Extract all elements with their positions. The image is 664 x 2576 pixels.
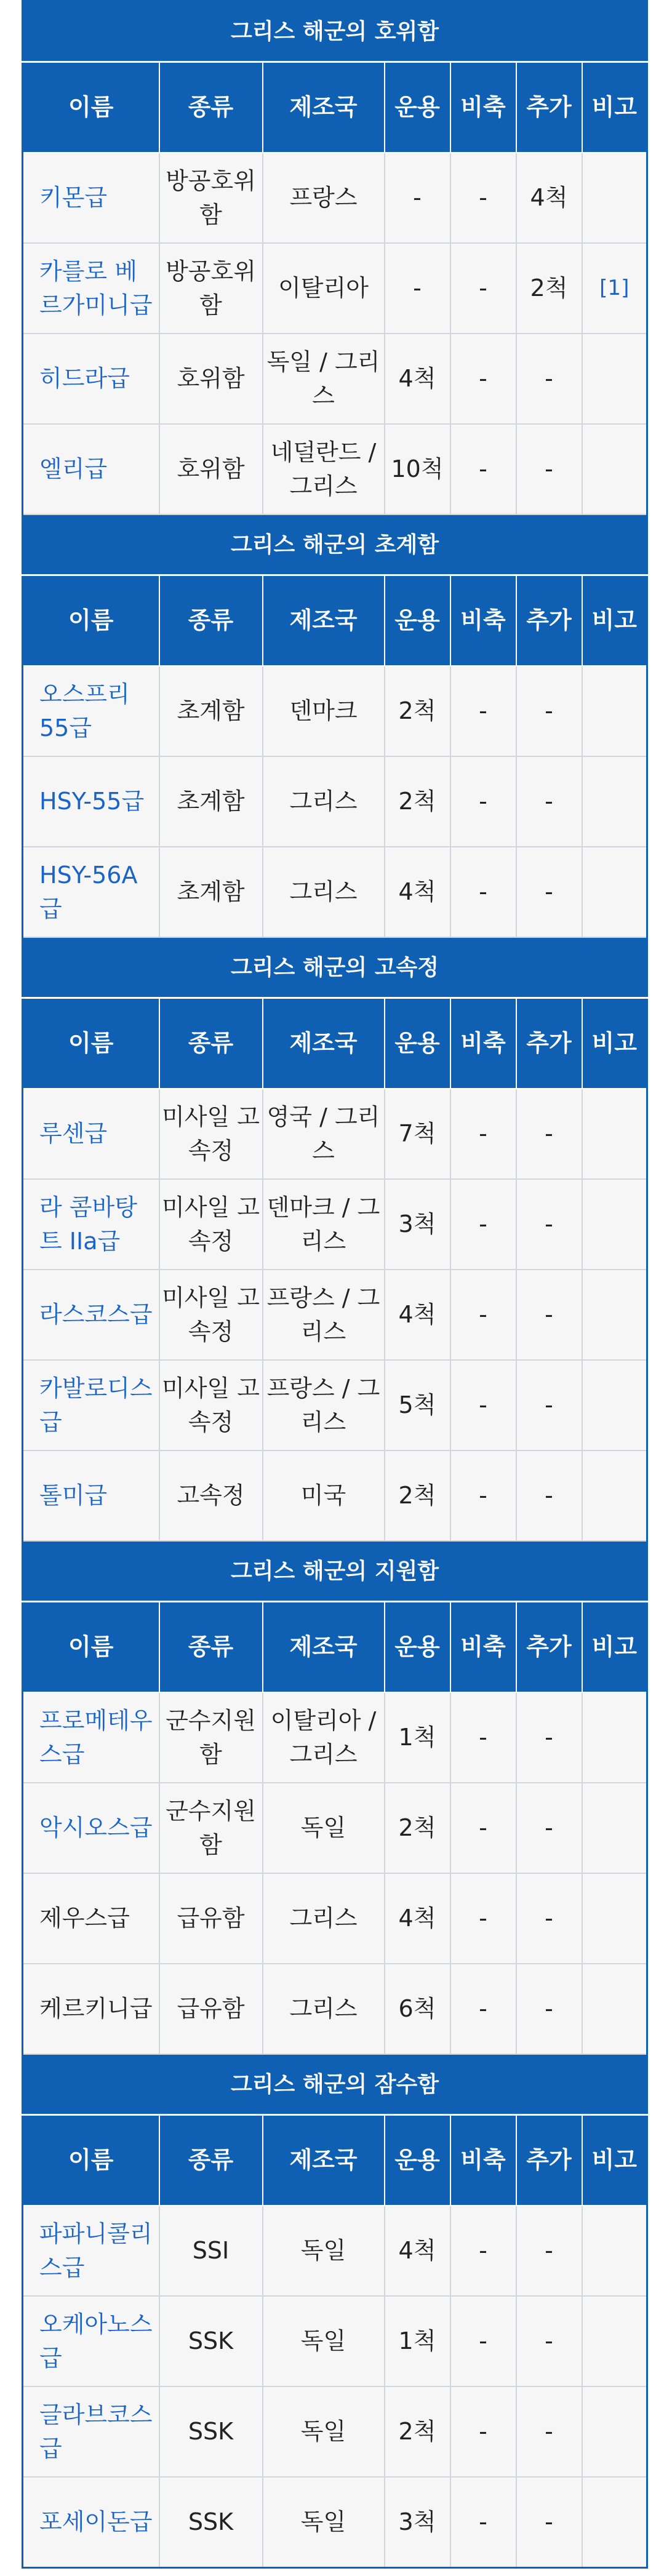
type-cell: 방공호위함 [159,243,263,334]
column-header: 비고 [582,998,647,1089]
column-header-row [23,575,647,666]
added-cell: - [516,2386,582,2477]
active-cell: 6척 [385,1964,450,2054]
type-cell: 호위함 [159,424,263,514]
ship-class-link[interactable]: 악시오스급 [23,1783,159,1873]
ship-class-link[interactable]: 엘리급 [23,424,159,514]
active-cell: 2척 [385,1450,450,1541]
column-header: 추가 [516,1602,582,1693]
type-cell: 초계함 [159,756,263,847]
section-title: 그리스 해군의 호위함 [23,1,647,62]
reserve-cell: - [450,2206,516,2296]
reserve-cell: - [450,1360,516,1450]
origin-cell: 이탈리아 [263,243,385,334]
reserve-cell: - [450,1964,516,2054]
note-cell [582,153,647,243]
origin-cell: 덴마크 [263,666,385,756]
active-cell: 4척 [385,1270,450,1360]
origin-cell: 독일 [263,2386,385,2477]
column-header: 이름 [23,1602,159,1693]
type-cell: 미사일 고속정 [159,1270,263,1360]
type-cell: SSI [159,2206,263,2296]
added-cell: - [516,2477,582,2568]
column-header: 비축 [450,2115,516,2206]
table-row [23,243,647,334]
table-row [23,1360,647,1450]
added-cell: - [516,1179,582,1270]
reserve-cell: - [450,1873,516,1964]
origin-cell: 독일 / 그리스 [263,334,385,424]
column-header: 종류 [159,1602,263,1693]
note-cell [582,756,647,847]
added-cell: - [516,1692,582,1783]
reserve-cell: - [450,424,516,514]
reserve-cell: - [450,1270,516,1360]
active-cell: 7척 [385,1089,450,1179]
note-cell [582,2296,647,2386]
ship-class-link[interactable]: 카발로디스급 [23,1360,159,1450]
ship-class-link[interactable]: HSY-56A급 [23,847,159,937]
type-cell: 급유함 [159,1873,263,1964]
column-header: 추가 [516,2115,582,2206]
section-title: 그리스 해군의 초계함 [23,514,647,575]
reserve-cell: - [450,1783,516,1873]
added-cell: - [516,1783,582,1873]
column-header: 비고 [582,575,647,666]
reserve-cell: - [450,1179,516,1270]
added-cell: 2척 [516,243,582,334]
section-title: 그리스 해군의 고속정 [23,937,647,998]
active-cell: - [385,243,450,334]
table-row [23,2296,647,2386]
column-header: 이름 [23,2115,159,2206]
column-header: 비고 [582,62,647,153]
added-cell: - [516,1450,582,1541]
origin-cell: 미국 [263,1450,385,1541]
note-cell [582,847,647,937]
active-cell: 4척 [385,847,450,937]
ship-class-link[interactable]: 톨미급 [23,1450,159,1541]
active-cell: 2척 [385,1783,450,1873]
note-cell [582,1360,647,1450]
column-header: 제조국 [263,1602,385,1693]
origin-cell: 네덜란드 / 그리스 [263,424,385,514]
type-cell: 초계함 [159,847,263,937]
added-cell: - [516,2206,582,2296]
type-cell: 초계함 [159,666,263,756]
column-header: 추가 [516,998,582,1089]
note-cell [582,334,647,424]
origin-cell: 그리스 [263,847,385,937]
type-cell: 미사일 고속정 [159,1179,263,1270]
table-row [23,1873,647,1964]
added-cell: 4척 [516,153,582,243]
column-header: 이름 [23,575,159,666]
column-header: 이름 [23,998,159,1089]
added-cell: - [516,2296,582,2386]
ship-class-link[interactable]: 프로메테우스급 [23,1692,159,1783]
reserve-cell: - [450,2386,516,2477]
note-cell [582,2386,647,2477]
note-cell [582,424,647,514]
origin-cell: 그리스 [263,756,385,847]
column-header: 종류 [159,62,263,153]
column-header-row [23,2115,647,2206]
section-title: 그리스 해군의 잠수함 [23,2054,647,2115]
ship-class-link[interactable]: 카를로 베르가미니급 [23,243,159,334]
column-header-row [23,1602,647,1693]
table-row [23,153,647,243]
column-header: 운용 [385,998,450,1089]
note-cell [582,1179,647,1270]
origin-cell: 이탈리아 / 그리스 [263,1692,385,1783]
added-cell: - [516,847,582,937]
column-header: 비축 [450,575,516,666]
ship-class-link[interactable]: 오스프리 55급 [23,666,159,756]
column-header: 비축 [450,62,516,153]
origin-cell: 독일 [263,1783,385,1873]
reserve-cell: - [450,1089,516,1179]
active-cell: 3척 [385,1179,450,1270]
type-cell: 급유함 [159,1964,263,2054]
section-title-row [23,1,647,62]
reserve-cell: - [450,334,516,424]
origin-cell: 영국 / 그리스 [263,1089,385,1179]
section-title-row [23,514,647,575]
section-title: 그리스 해군의 지원함 [23,1541,647,1602]
reserve-cell: - [450,666,516,756]
column-header: 종류 [159,575,263,666]
active-cell: 4척 [385,2206,450,2296]
column-header: 운용 [385,1602,450,1693]
note-cell [582,2206,647,2296]
table-row [23,1450,647,1541]
type-cell: 미사일 고속정 [159,1360,263,1450]
ship-class-link[interactable]: 히드라급 [23,334,159,424]
added-cell: - [516,334,582,424]
note-cell [582,1089,647,1179]
type-cell: SSK [159,2296,263,2386]
added-cell: - [516,1270,582,1360]
column-header: 제조국 [263,998,385,1089]
ship-class-link[interactable]: 파파니콜리스급 [23,2206,159,2296]
ship-class-link[interactable]: 키몬급 [23,153,159,243]
origin-cell: 독일 [263,2477,385,2568]
reserve-cell: - [450,756,516,847]
added-cell: - [516,756,582,847]
column-header: 운용 [385,62,450,153]
origin-cell: 덴마크 / 그리스 [263,1179,385,1270]
column-header-row [23,62,647,153]
type-cell: 고속정 [159,1450,263,1541]
active-cell: 2척 [385,756,450,847]
column-header: 제조국 [263,62,385,153]
table-row [23,2386,647,2477]
column-header: 운용 [385,2115,450,2206]
table-row [23,1179,647,1270]
origin-cell: 프랑스 / 그리스 [263,1270,385,1360]
origin-cell: 프랑스 [263,153,385,243]
active-cell: 2척 [385,2386,450,2477]
table-row [23,847,647,937]
column-header: 비고 [582,1602,647,1693]
origin-cell: 독일 [263,2296,385,2386]
table-row [23,1964,647,2054]
reserve-cell: - [450,847,516,937]
active-cell: 1척 [385,2296,450,2386]
added-cell: - [516,1873,582,1964]
table-row [23,1089,647,1179]
active-cell: 10척 [385,424,450,514]
column-header-row [23,998,647,1089]
reserve-cell: - [450,2477,516,2568]
note-cell [582,1450,647,1541]
column-header: 추가 [516,62,582,153]
active-cell: - [385,153,450,243]
section-title-row [23,1541,647,1602]
origin-cell: 그리스 [263,1873,385,1964]
note-cell [582,2477,647,2568]
column-header: 종류 [159,998,263,1089]
type-cell: 호위함 [159,334,263,424]
note-cell [582,1783,647,1873]
column-header: 제조국 [263,2115,385,2206]
ship-class-link[interactable]: 글라브코스급 [23,2386,159,2477]
active-cell: 1척 [385,1692,450,1783]
table-row [23,2477,647,2568]
ship-class-link[interactable]: 포세이돈급 [23,2477,159,2568]
active-cell: 3척 [385,2477,450,2568]
added-cell: - [516,666,582,756]
active-cell: 5척 [385,1360,450,1450]
section-title-row [23,2054,647,2115]
active-cell: 2척 [385,666,450,756]
origin-cell: 프랑스 / 그리스 [263,1360,385,1450]
note-cell [582,1873,647,1964]
reserve-cell: - [450,1692,516,1783]
type-cell: SSK [159,2477,263,2568]
note-cell [582,666,647,756]
reserve-cell: - [450,153,516,243]
table-row [23,2206,647,2296]
reserve-cell: - [450,1450,516,1541]
column-header: 제조국 [263,575,385,666]
column-header: 운용 [385,575,450,666]
table-row [23,1783,647,1873]
column-header: 추가 [516,575,582,666]
added-cell: - [516,1964,582,2054]
ship-class-link[interactable]: 라 콤바탕트 IIa급 [23,1179,159,1270]
ship-class-link[interactable]: HSY-55급 [23,756,159,847]
table-row [23,666,647,756]
column-header: 종류 [159,2115,263,2206]
ship-class-link[interactable]: 루센급 [23,1089,159,1179]
ship-class-name: 제우스급 [23,1873,159,1964]
added-cell: - [516,1089,582,1179]
table-row [23,1270,647,1360]
active-cell: 4척 [385,1873,450,1964]
ship-class-link[interactable]: 라스코스급 [23,1270,159,1360]
ship-class-link[interactable]: 오케아노스급 [23,2296,159,2386]
active-cell: 4척 [385,334,450,424]
origin-cell: 독일 [263,2206,385,2296]
type-cell: 군수지원함 [159,1783,263,1873]
type-cell: 방공호위함 [159,153,263,243]
table-row [23,1692,647,1783]
type-cell: 미사일 고속정 [159,1089,263,1179]
column-header: 비고 [582,2115,647,2206]
column-header: 비축 [450,1602,516,1693]
reserve-cell: - [450,243,516,334]
note-cell [582,1692,647,1783]
footnote-link[interactable]: [1] [582,243,647,334]
table-row [23,334,647,424]
note-cell [582,1964,647,2054]
column-header: 비축 [450,998,516,1089]
table-row [23,756,647,847]
table-row [23,424,647,514]
added-cell: - [516,424,582,514]
ship-class-name: 케르키니급 [23,1964,159,2054]
navy-fleet-table [22,0,648,2569]
origin-cell: 그리스 [263,1964,385,2054]
type-cell: 군수지원함 [159,1692,263,1783]
note-cell [582,1270,647,1360]
column-header: 이름 [23,62,159,153]
added-cell: - [516,1360,582,1450]
navy-table-container [22,0,646,2569]
reserve-cell: - [450,2296,516,2386]
section-title-row [23,937,647,998]
type-cell: SSK [159,2386,263,2477]
